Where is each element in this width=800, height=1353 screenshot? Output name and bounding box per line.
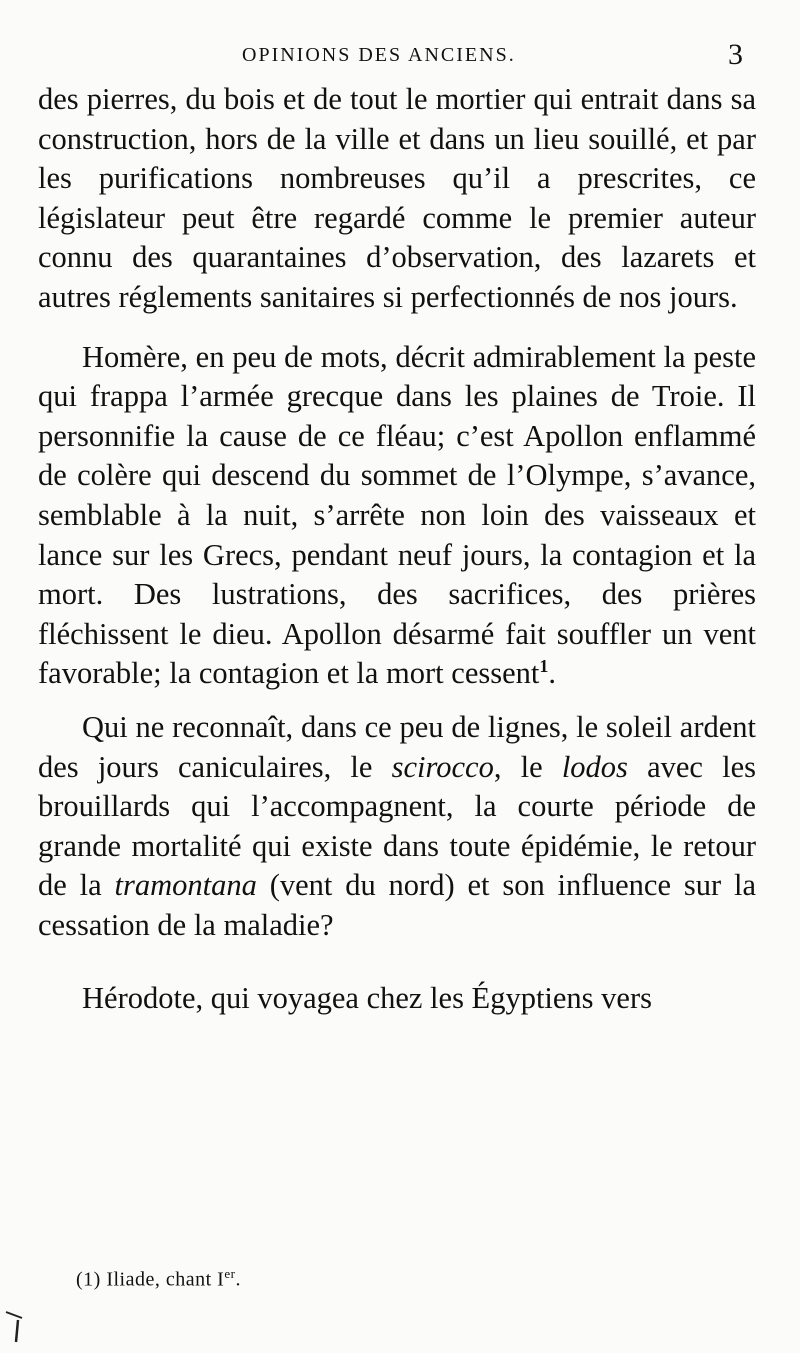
paragraph-1: des pierres, du bois et de tout le mortier qui entrait dans sa construction, hors de la ville et dans un lieu souillé, et par les purifications nombreuses qu’il a prescrites, ce législateur peut être regardé comme le premier auteur connu des quarantaines d’observation, des lazarets et autres réglements sanitaires si perfectionnés de nos jours. [38,82,756,314]
footnote-end: . [235,1268,241,1291]
paragraph-3 [38,708,756,946]
paragraph-3-italic-lodos: lodos [561,749,628,784]
running-head [0,38,800,71]
margin-mark [4,1306,26,1346]
footnote [76,1266,241,1292]
footnote-superscript: er [224,1266,236,1281]
paragraph-3-italic-scirocco: scirocco [391,749,494,784]
paragraph-3-part-c: , le [493,749,562,784]
body-text [38,80,756,1019]
footnote-reference: 1 [539,656,549,677]
paragraph-3-part-e: avec les brouillards qui l’accompagnent, la courte période de grande mortalité qui existe dans toute épidémie, le retour de la [38,749,756,903]
page-number: 3 [728,38,743,71]
paragraph-3-part-g: (vent du nord) et son influence sur la cessation de la maladie? [38,868,756,942]
running-title: OPINIONS DES ANCIENS. [242,44,516,66]
paragraph-2: Homère, en peu de mots, décrit admirablement la peste qui frappa l’armée grecque dans les plaines de Troie. Il personnifie la cause de ce fléau; c’est Apollon enflammé de colère qui descend du sommet de l’Olympe, s’avance, semblable à la nuit, s’arrête non loin des vaisseaux et lance sur les Grecs, pendant neuf jours, la contagion et la mort. Des lustrations, des sacrifices, des prières fléchissent le dieu. Apollon désarmé fait souffler un vent favorable; la contagion et la mort cessent$^1$. [38,339,756,691]
paragraph-2-text: Homère, en peu de mots, décrit admirablement la peste qui frappa l’armée grecque dans les plaines de Troie. Il personnifie la cause de ce fléau; c’est Apollon enflammé de colère qui descend du sommet de l’Olympe, s’avance, semblable à la nuit, s’arrête non loin des vaisseaux et lance sur les Grecs, pendant neuf jours, la contagion et la mort. Des lustrations, des sacrifices, des prières fléchissent le dieu. Apollon désarmé fait souffler un vent favorable; la contagion et la mort cessent [38,339,756,691]
footnote-text: Iliade, chant I [106,1268,225,1291]
paragraph-3-italic-tramontana: tramontana [114,868,257,903]
paragraph-3-part-a: Qui ne reconnaît, dans ce peu de lignes, le soleil ardent des jours caniculaires, le [38,709,756,784]
footnote-marker: (1) [76,1268,101,1291]
paragraph-4: Hérodote, qui voyagea chez les Égyptiens vers [82,981,652,1016]
